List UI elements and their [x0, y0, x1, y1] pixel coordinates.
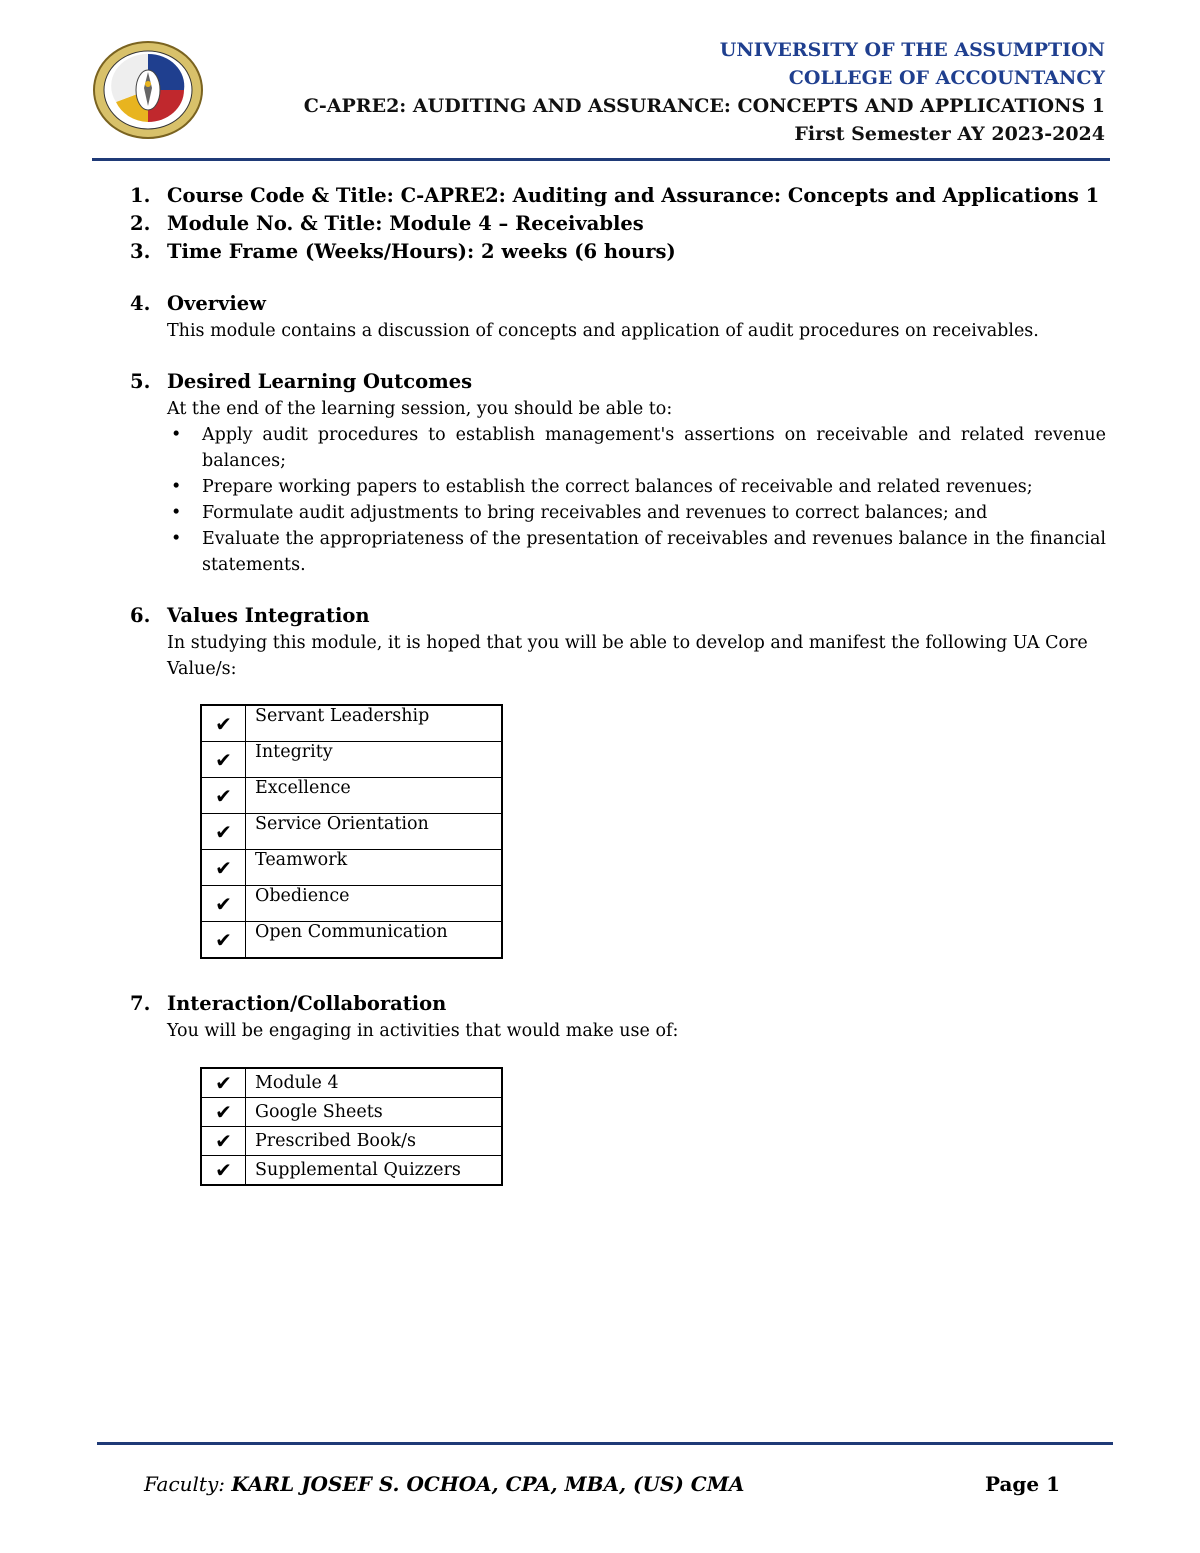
outcomes-title: Desired Learning Outcomes — [167, 370, 473, 393]
header-divider — [92, 158, 1110, 161]
values-intro: In studying this module, it is hoped that you will be able to develop and manifest the following UA Core Value/s: — [167, 633, 1088, 679]
section-number: 4. — [130, 292, 151, 315]
overview-section — [130, 290, 1106, 344]
document-header — [304, 36, 1105, 148]
table-row — [201, 705, 502, 742]
faculty-credit — [144, 1472, 744, 1496]
section-number: 5. — [130, 370, 151, 393]
outcomes-intro: At the end of the learning session, you should be able to: — [167, 399, 673, 419]
activity-label: Prescribed Book/s — [246, 1127, 503, 1156]
list-item — [167, 474, 1106, 500]
outcome-text: Apply audit procedures to establish management's assertions on receivable and related revenue balances; — [202, 425, 1106, 471]
check-icon: ✔ — [201, 778, 246, 814]
values-section — [130, 602, 1106, 682]
time-frame: Time Frame (Weeks/Hours): 2 weeks (6 hours) — [167, 240, 676, 263]
list-item — [130, 238, 1106, 266]
bullet-icon: • — [171, 529, 182, 549]
value-label: Open Communication — [246, 922, 503, 959]
collaboration-intro: You will be engaging in activities that would make use of: — [167, 1021, 679, 1041]
activity-label: Supplemental Quizzers — [246, 1156, 503, 1186]
list-item — [167, 422, 1106, 474]
overview-title: Overview — [167, 292, 266, 315]
check-icon: ✔ — [201, 1127, 246, 1156]
bullet-icon: • — [171, 503, 182, 523]
table-row — [201, 742, 502, 778]
outcome-text: Formulate audit adjustments to bring receivables and revenues to correct balances; and — [202, 503, 988, 523]
outcomes-section — [130, 368, 1106, 578]
table-row — [201, 922, 502, 959]
semester-heading: First Semester AY 2023-2024 — [794, 123, 1105, 145]
value-label: Excellence — [246, 778, 503, 814]
core-values-table — [200, 704, 503, 959]
collaboration-title: Interaction/Collaboration — [167, 992, 447, 1015]
list-item — [130, 210, 1106, 238]
table-row — [201, 1098, 502, 1127]
list-item — [167, 526, 1106, 578]
course-heading: C-APRE2: AUDITING AND ASSURANCE: CONCEPTS AND APPLICATIONS 1 — [303, 95, 1105, 117]
activity-label: Google Sheets — [246, 1098, 503, 1127]
table-row — [201, 778, 502, 814]
value-label: Servant Leadership — [246, 705, 503, 742]
section-number: 7. — [130, 992, 151, 1015]
value-label: Integrity — [246, 742, 503, 778]
course-info-list — [130, 182, 1106, 266]
check-icon: ✔ — [201, 1098, 246, 1127]
table-row — [201, 814, 502, 850]
value-label: Service Orientation — [246, 814, 503, 850]
check-icon: ✔ — [201, 1068, 246, 1098]
check-icon: ✔ — [201, 742, 246, 778]
footer-divider — [97, 1442, 1113, 1445]
check-icon: ✔ — [201, 814, 246, 850]
activity-label: Module 4 — [246, 1068, 503, 1098]
check-icon: ✔ — [201, 1156, 246, 1186]
table-row — [201, 886, 502, 922]
value-label: Obedience — [246, 886, 503, 922]
university-seal — [92, 40, 204, 140]
section-number: 6. — [130, 604, 151, 627]
university-name: UNIVERSITY OF THE ASSUMPTION — [719, 39, 1105, 61]
check-icon: ✔ — [201, 850, 246, 886]
table-row — [201, 1068, 502, 1098]
collaboration-section — [130, 990, 1106, 1044]
faculty-label: Faculty: — [144, 1472, 232, 1496]
item-number: 2. — [130, 212, 151, 235]
values-title: Values Integration — [167, 604, 370, 627]
item-number: 3. — [130, 240, 151, 263]
bullet-icon: • — [171, 477, 182, 497]
check-icon: ✔ — [201, 922, 246, 959]
table-row — [201, 850, 502, 886]
overview-text: This module contains a discussion of concepts and application of audit procedures on receivables. — [167, 321, 1039, 341]
list-item — [130, 182, 1106, 210]
list-item — [167, 500, 1106, 526]
bullet-icon: • — [171, 425, 182, 445]
module-title: Module No. & Title: Module 4 – Receivables — [167, 212, 644, 235]
faculty-name: KARL JOSEF S. OCHOA, CPA, MBA, (US) CMA — [231, 1472, 745, 1496]
outcome-text: Prepare working papers to establish the correct balances of receivable and related revenues; — [202, 477, 1033, 497]
page-number: Page 1 — [984, 1472, 1060, 1496]
outcome-text: Evaluate the appropriateness of the presentation of receivables and revenues balance in the financial statements. — [202, 529, 1106, 575]
table-row — [201, 1156, 502, 1186]
table-row — [201, 1127, 502, 1156]
college-name: COLLEGE OF ACCOUNTANCY — [788, 67, 1105, 89]
check-icon: ✔ — [201, 886, 246, 922]
item-number: 1. — [130, 184, 151, 207]
value-label: Teamwork — [246, 850, 503, 886]
activities-table — [200, 1067, 503, 1186]
outcomes-list — [167, 422, 1106, 578]
course-code-title: Course Code & Title: C-APRE2: Auditing and Assurance: Concepts and Applications 1 — [167, 184, 1100, 207]
check-icon: ✔ — [201, 705, 246, 742]
